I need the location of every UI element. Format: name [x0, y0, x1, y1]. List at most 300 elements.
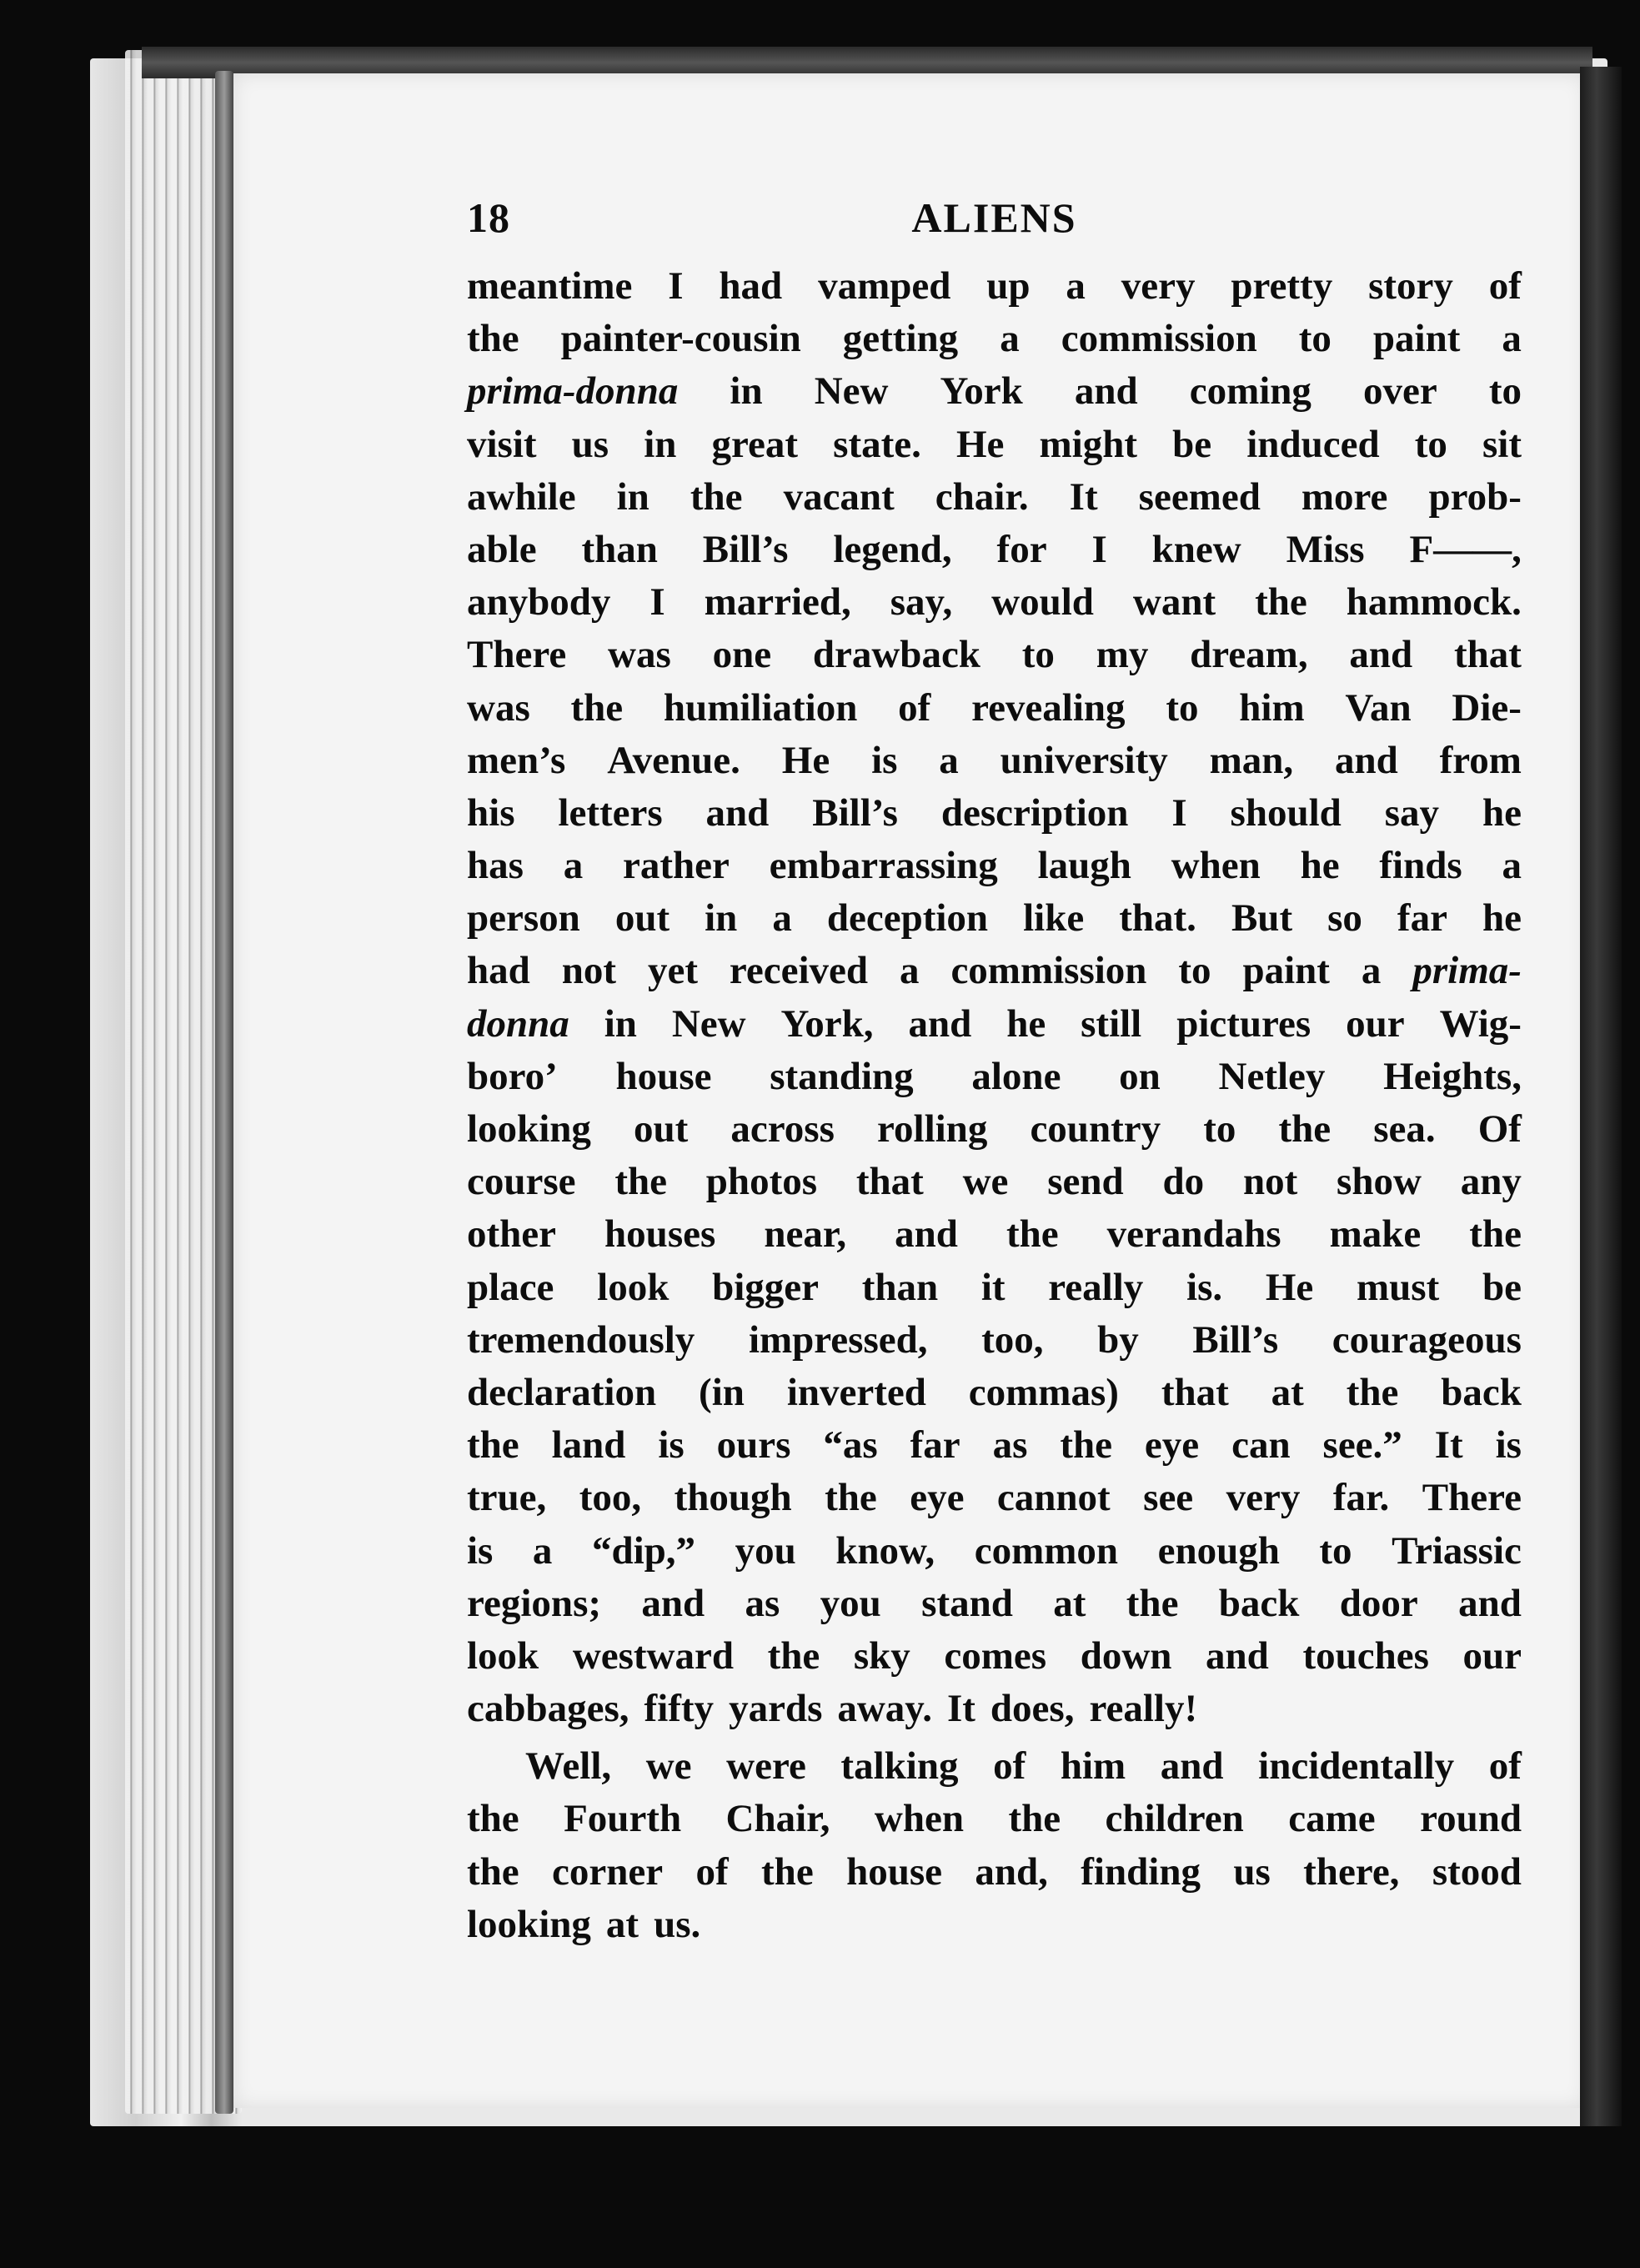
word: were [726, 1744, 806, 1789]
word: the [467, 1797, 519, 1841]
word: to [1414, 422, 1447, 466]
word: far. [1332, 1476, 1390, 1520]
word: “as [823, 1423, 878, 1468]
word: be [1482, 1265, 1522, 1309]
word: painter-cousin [560, 317, 801, 361]
word: as [992, 1423, 1028, 1468]
word: that [1161, 1370, 1229, 1414]
word: far [1397, 896, 1447, 941]
word: revealing [971, 685, 1126, 730]
word: course [467, 1160, 576, 1204]
book-right-edge [1580, 67, 1622, 2126]
word: at [1271, 1370, 1304, 1414]
word: paint [1242, 949, 1330, 993]
word: drawback [812, 633, 980, 677]
italic-word: prima-donna [467, 369, 679, 414]
word: (in [699, 1370, 745, 1414]
word: boro’ [467, 1054, 558, 1098]
word: the [1060, 1423, 1112, 1468]
word: down [1080, 1633, 1172, 1678]
word: common [974, 1528, 1119, 1573]
word: from [1439, 738, 1522, 782]
word: It [1069, 474, 1098, 519]
word: finds [1379, 844, 1462, 888]
word: Die- [1452, 685, 1522, 730]
word: yet [647, 949, 698, 993]
word: so [1327, 896, 1362, 941]
word: It [946, 1687, 975, 1731]
word: was [467, 685, 530, 730]
word: a [1066, 264, 1086, 308]
word: far [910, 1423, 960, 1468]
word: not [1242, 1160, 1298, 1204]
text-line [467, 260, 1522, 313]
word: visit [467, 422, 537, 466]
word: must [1356, 1265, 1440, 1309]
word: stood [1432, 1849, 1522, 1894]
word: in [644, 422, 677, 466]
text-line [467, 471, 1522, 524]
word: courageous [1332, 1317, 1522, 1362]
word: and [641, 1581, 705, 1625]
word: of [1488, 1744, 1522, 1789]
word: should [1230, 790, 1342, 835]
word: Netley [1218, 1054, 1326, 1098]
word: is [658, 1423, 685, 1468]
word: description [940, 790, 1129, 835]
text-line [467, 1314, 1522, 1367]
word: ours [716, 1423, 791, 1468]
word: more [1301, 474, 1388, 519]
word: university [1000, 738, 1168, 782]
word: Bill’s [702, 527, 789, 571]
word: out [614, 896, 670, 941]
word: a [772, 896, 792, 941]
word: tremendously [467, 1317, 695, 1362]
word: other [467, 1212, 557, 1257]
word: vamped [818, 264, 951, 308]
word: a [563, 844, 584, 888]
word: a [900, 949, 920, 993]
word: there, [1303, 1849, 1400, 1894]
text-line [467, 1472, 1522, 1524]
word: sit [1482, 422, 1522, 466]
word: to [1319, 1528, 1352, 1573]
word: York [940, 369, 1023, 414]
word: Bill’s [812, 790, 898, 835]
word: vacant [783, 474, 895, 519]
word: him [1239, 685, 1305, 730]
word: alone [971, 1054, 1061, 1098]
word: the [767, 1633, 820, 1678]
word: and [705, 790, 770, 835]
word: not [561, 949, 617, 993]
word: than [581, 527, 658, 571]
text-line [467, 1899, 1522, 1951]
text-line [467, 1793, 1522, 1845]
word: land [551, 1423, 626, 1468]
word: us. [654, 1902, 701, 1946]
word: looking [467, 1107, 591, 1151]
word: the [570, 685, 624, 730]
word: a [1000, 317, 1020, 361]
word: I [668, 264, 684, 308]
word: He [956, 422, 1005, 466]
word: has [467, 844, 524, 888]
word: he [1300, 844, 1340, 888]
running-title: ALIENS [911, 194, 1077, 241]
word: is [1495, 1423, 1522, 1468]
word: for [996, 527, 1047, 571]
text-line [467, 787, 1522, 840]
word: regions; [467, 1581, 602, 1625]
word: induced [1246, 422, 1380, 466]
word: sea. [1373, 1107, 1436, 1151]
word: in [705, 896, 738, 941]
word: of [695, 1849, 729, 1894]
word: standing [770, 1054, 914, 1098]
word: to [1178, 949, 1211, 993]
word: Bill’s [1192, 1317, 1279, 1362]
word: fifty [644, 1687, 715, 1731]
word: know, [835, 1528, 935, 1573]
word: he [1006, 1001, 1046, 1046]
word: Well, [525, 1744, 612, 1789]
word: he [1482, 790, 1522, 835]
word: state. [833, 422, 921, 466]
word: the [1278, 1107, 1332, 1151]
word: eye [1144, 1423, 1200, 1468]
body-text [467, 260, 1522, 1951]
word: great [711, 422, 799, 466]
word: back [1441, 1370, 1522, 1414]
word: and, [975, 1849, 1048, 1894]
word: to [1488, 369, 1522, 414]
word: prob- [1428, 474, 1522, 519]
word: very [1121, 264, 1196, 308]
word: inverted [786, 1370, 926, 1414]
word: dream, [1190, 633, 1308, 677]
text-line [467, 1367, 1522, 1419]
word: the [614, 1160, 667, 1204]
word: York, [780, 1001, 874, 1046]
word: too, [981, 1317, 1044, 1362]
text-line [467, 1630, 1522, 1683]
word: Miss [1286, 527, 1365, 571]
word: men’s [467, 738, 566, 782]
word: But [1231, 896, 1293, 941]
word: really! [1089, 1687, 1198, 1731]
word: seemed [1138, 474, 1261, 519]
word: corner [552, 1849, 664, 1894]
word: is [467, 1528, 494, 1573]
text-line [467, 419, 1522, 471]
word: near, [764, 1212, 847, 1257]
word: in [616, 474, 649, 519]
word: house [846, 1849, 942, 1894]
text-line [467, 629, 1522, 681]
word: knew [1151, 527, 1241, 571]
word: Wig- [1439, 1001, 1522, 1046]
word: deception [826, 896, 989, 941]
word: send [1047, 1160, 1124, 1204]
word: is [871, 738, 898, 782]
word: able [467, 527, 537, 571]
word: and [908, 1001, 972, 1046]
word: look [467, 1633, 539, 1678]
word: that [855, 1160, 924, 1204]
word: would [991, 580, 1094, 625]
word: to [1021, 633, 1055, 677]
text-line [467, 1740, 1522, 1793]
word: finding [1081, 1849, 1201, 1894]
word: show [1337, 1160, 1422, 1204]
text-line [467, 998, 1522, 1051]
word: impressed, [748, 1317, 928, 1362]
word: might [1039, 422, 1138, 466]
word: married, [704, 580, 851, 625]
text-line [467, 1419, 1522, 1472]
word: the [825, 1476, 877, 1520]
word: does, [990, 1687, 1075, 1731]
word: He [1265, 1265, 1314, 1309]
word: really [1048, 1265, 1144, 1309]
word: cabbages, [467, 1687, 629, 1731]
word: very [1226, 1476, 1301, 1520]
word: want [1132, 580, 1216, 625]
word: awhile [467, 474, 576, 519]
word: away. [837, 1687, 932, 1731]
word: to [1203, 1107, 1236, 1151]
word: be [1172, 422, 1212, 466]
word: There [467, 633, 567, 677]
word: rather [623, 844, 730, 888]
word: man, [1209, 738, 1294, 782]
word: it [980, 1265, 1006, 1309]
word: can [1231, 1423, 1291, 1468]
text-line [467, 1846, 1522, 1899]
word: you [820, 1581, 881, 1625]
word: in [604, 1001, 637, 1046]
word: looking [467, 1902, 591, 1946]
word: a [1502, 844, 1522, 888]
text-line [467, 682, 1522, 735]
word: meantime [467, 264, 633, 308]
word: commas) [968, 1370, 1119, 1414]
text-line [467, 1578, 1522, 1630]
word: pretty [1231, 264, 1333, 308]
word: I [1171, 790, 1187, 835]
word: on [1119, 1054, 1161, 1098]
word: touches [1302, 1633, 1429, 1678]
word: and [1334, 738, 1398, 782]
word: letters [558, 790, 663, 835]
word: as [745, 1581, 780, 1625]
word: look [597, 1265, 670, 1309]
text-line [467, 1525, 1522, 1578]
word: getting [842, 317, 959, 361]
word: came [1288, 1797, 1376, 1841]
word: us [1233, 1849, 1271, 1894]
word: and [895, 1212, 958, 1257]
word: houses [604, 1212, 716, 1257]
word: see [1143, 1476, 1194, 1520]
word: had [467, 949, 530, 993]
word: see.” [1322, 1423, 1402, 1468]
word: than [861, 1265, 939, 1309]
word: we [962, 1160, 1009, 1204]
word: bigger [712, 1265, 819, 1309]
word: is. [1186, 1265, 1223, 1309]
word: New [671, 1001, 746, 1046]
word: was [608, 633, 671, 677]
text-block [467, 193, 1522, 1951]
word: He [781, 738, 830, 782]
word: the [1346, 1370, 1399, 1414]
word: I [1091, 527, 1107, 571]
word: and [1206, 1633, 1269, 1678]
word: humiliation [663, 685, 858, 730]
word: coming [1189, 369, 1311, 414]
word: one [712, 633, 772, 677]
word: westward [572, 1633, 734, 1678]
text-line [467, 945, 1522, 997]
word: and [1458, 1581, 1522, 1625]
word: and [1160, 1744, 1224, 1789]
word: like [1023, 896, 1085, 941]
word: comes [944, 1633, 1047, 1678]
word: yards [729, 1687, 823, 1731]
word: a [1361, 949, 1382, 993]
word: of [1488, 264, 1522, 308]
word: had [719, 264, 783, 308]
text-line [467, 1156, 1522, 1208]
text-line [467, 1262, 1522, 1314]
word: person [467, 896, 580, 941]
word: the [467, 1849, 519, 1894]
text-line [467, 735, 1522, 787]
word: rolling [877, 1107, 988, 1151]
text-line [467, 576, 1522, 629]
page-number: 18 [467, 194, 510, 241]
text-line [467, 1103, 1522, 1156]
word: do [1162, 1160, 1205, 1204]
word: a [532, 1528, 553, 1573]
word: make [1329, 1212, 1422, 1257]
word: at [1053, 1581, 1086, 1625]
word: he [1482, 896, 1522, 941]
word: enough [1157, 1528, 1280, 1573]
word: sky [853, 1633, 910, 1678]
word: children [1105, 1797, 1244, 1841]
word: to [1298, 317, 1332, 361]
word: New [814, 369, 889, 414]
text-line [467, 840, 1522, 892]
word: of [993, 1744, 1026, 1789]
word: that [1453, 633, 1522, 677]
word: Fourth [564, 1797, 682, 1841]
word: that. [1119, 896, 1196, 941]
word: the [690, 474, 743, 519]
text-line [467, 313, 1522, 365]
word: laugh [1037, 844, 1131, 888]
word: the [1126, 1581, 1179, 1625]
word: verandahs [1106, 1212, 1281, 1257]
word: round [1420, 1797, 1522, 1841]
word: anybody [467, 580, 611, 625]
word: of [898, 685, 931, 730]
word: you [735, 1528, 796, 1573]
word: commission [1061, 317, 1257, 361]
word: country [1030, 1107, 1161, 1151]
word: out [634, 1107, 689, 1151]
word: at [605, 1902, 639, 1946]
word: the [1008, 1797, 1061, 1841]
word: by [1097, 1317, 1139, 1362]
word: There [1422, 1476, 1522, 1520]
word: the [1255, 580, 1307, 625]
word: Of [1477, 1107, 1522, 1151]
word: the [1469, 1212, 1522, 1257]
word: commission [950, 949, 1147, 993]
word: back [1218, 1581, 1300, 1625]
text-line [467, 892, 1522, 945]
word: my [1096, 633, 1149, 677]
word: us [571, 422, 609, 466]
italic-word: donna [467, 1001, 569, 1046]
text-line [467, 365, 1522, 418]
word: house [615, 1054, 712, 1098]
word: a [939, 738, 959, 782]
word: Heights, [1383, 1054, 1522, 1098]
italic-word: prima- [1412, 949, 1522, 993]
running-head [467, 193, 1522, 260]
word: Avenue. [607, 738, 740, 782]
word: a [1502, 317, 1522, 361]
word: up [986, 264, 1031, 308]
word: when [1171, 844, 1261, 888]
word: our [1462, 1633, 1522, 1678]
word: stand [921, 1581, 1013, 1625]
word: place [467, 1265, 554, 1309]
gutter-shadow [215, 71, 233, 2114]
text-line [467, 1208, 1522, 1261]
word: I [649, 580, 665, 625]
word: paint [1372, 317, 1461, 361]
word: pictures [1176, 1001, 1311, 1046]
word: say [1384, 790, 1440, 835]
word: we [645, 1744, 692, 1789]
word: Triassic [1392, 1528, 1522, 1573]
word: received [729, 949, 869, 993]
word: the [467, 317, 519, 361]
word: his [467, 790, 515, 835]
word: our [1346, 1001, 1405, 1046]
word: photos [705, 1160, 818, 1204]
word: F——, [1409, 527, 1522, 571]
word: incidentally [1258, 1744, 1455, 1789]
word: the [1006, 1212, 1059, 1257]
word: story [1368, 264, 1453, 308]
word: “dip,” [591, 1528, 696, 1573]
word: when [874, 1797, 964, 1841]
word: cannot [996, 1476, 1111, 1520]
word: any [1460, 1160, 1522, 1204]
word: talking [840, 1744, 959, 1789]
word: hammock. [1346, 580, 1522, 625]
word: It [1434, 1423, 1463, 1468]
word: door [1339, 1581, 1418, 1625]
